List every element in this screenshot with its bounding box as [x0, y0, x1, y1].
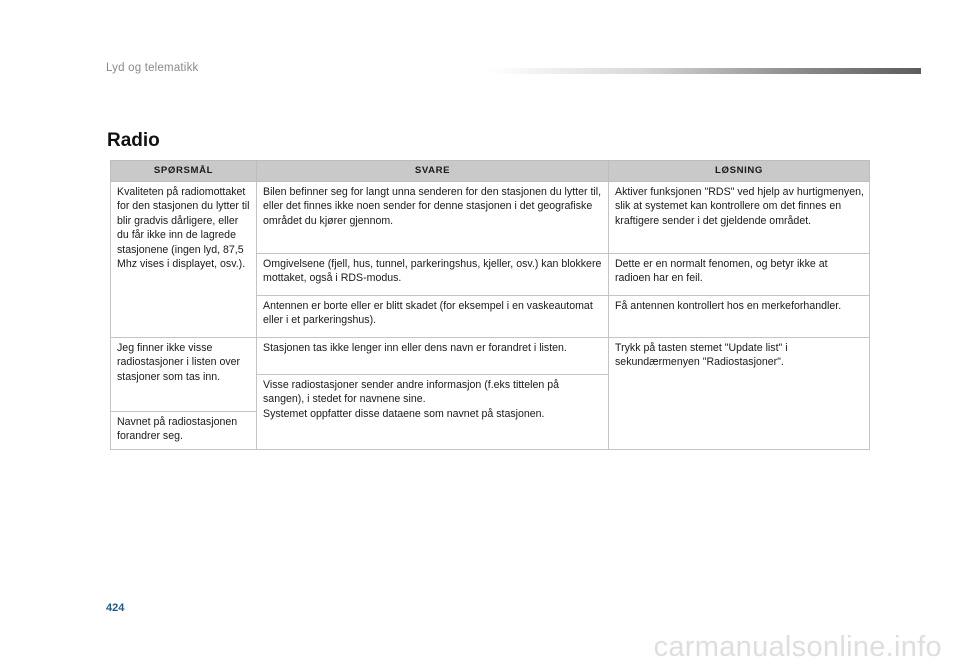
- table-header-row: [111, 161, 870, 182]
- table-row: [111, 338, 870, 375]
- question-cell: Jeg finner ikke visse radiostasjoner i listen over stasjoner som tas inn.: [111, 338, 257, 412]
- solution-cell: Trykk på tasten stemet "Update list" i sekundærmenyen "Radiostasjoner".: [609, 338, 870, 450]
- solution-cell: Få antennen kontrollert hos en merkeforhandler.: [609, 296, 870, 338]
- solution-cell: Dette er en normalt fenomen, og betyr ikke at radioen har en feil.: [609, 254, 870, 296]
- answer-cell: [257, 375, 609, 450]
- section-header-label: Lyd og telematikk: [106, 62, 199, 74]
- answer-text-line: Systemet oppfatter disse dataene som navnet på stasjonen.: [263, 407, 545, 420]
- troubleshooting-table: [110, 160, 870, 450]
- question-cell: Navnet på radiostasjonen forandrer seg.: [111, 412, 257, 450]
- answer-cell: Bilen befinner seg for langt unna senderen for den stasjonen du lytter til, eller det finnes ikke noen sender for denne stasjonen i det geografiske området du kjører gjennom.: [257, 182, 609, 254]
- watermark: carmanualsonline.info: [653, 631, 942, 663]
- answer-cell: Omgivelsene (fjell, hus, tunnel, parkeringshus, kjeller, osv.) kan blokkere mottaket, også i RDS-modus.: [257, 254, 609, 296]
- header-divider: [488, 68, 921, 74]
- table-row: [111, 182, 870, 254]
- answer-cell: Antennen er borte eller er blitt skadet (for eksempel i en vaskeautomat eller i et parkeringshus).: [257, 296, 609, 338]
- answer-cell: Stasjonen tas ikke lenger inn eller dens navn er forandret i listen.: [257, 338, 609, 375]
- column-header-solution: LØSNING: [609, 161, 870, 182]
- column-header-answer: SVARE: [257, 161, 609, 182]
- solution-cell: Aktiver funksjonen "RDS" ved hjelp av hurtigmenyen, slik at systemet kan kontrollere om det finnes en kraftigere sender i det gjeldende området.: [609, 182, 870, 254]
- page-number: 424: [106, 602, 125, 614]
- page-title: Radio: [107, 130, 160, 151]
- column-header-question: SPØRSMÅL: [111, 161, 257, 182]
- question-cell: Kvaliteten på radiomottaket for den stasjonen du lytter til blir gradvis dårligere, eller du får ikke inn de lagrede stasjonene (ingen lyd, 87,5 Mhz vises i displayet, osv.).: [111, 182, 257, 338]
- answer-text-line: Visse radiostasjoner sender andre informasjon (f.eks tittelen på sangen), i stedet for navnene sine.: [263, 379, 559, 406]
